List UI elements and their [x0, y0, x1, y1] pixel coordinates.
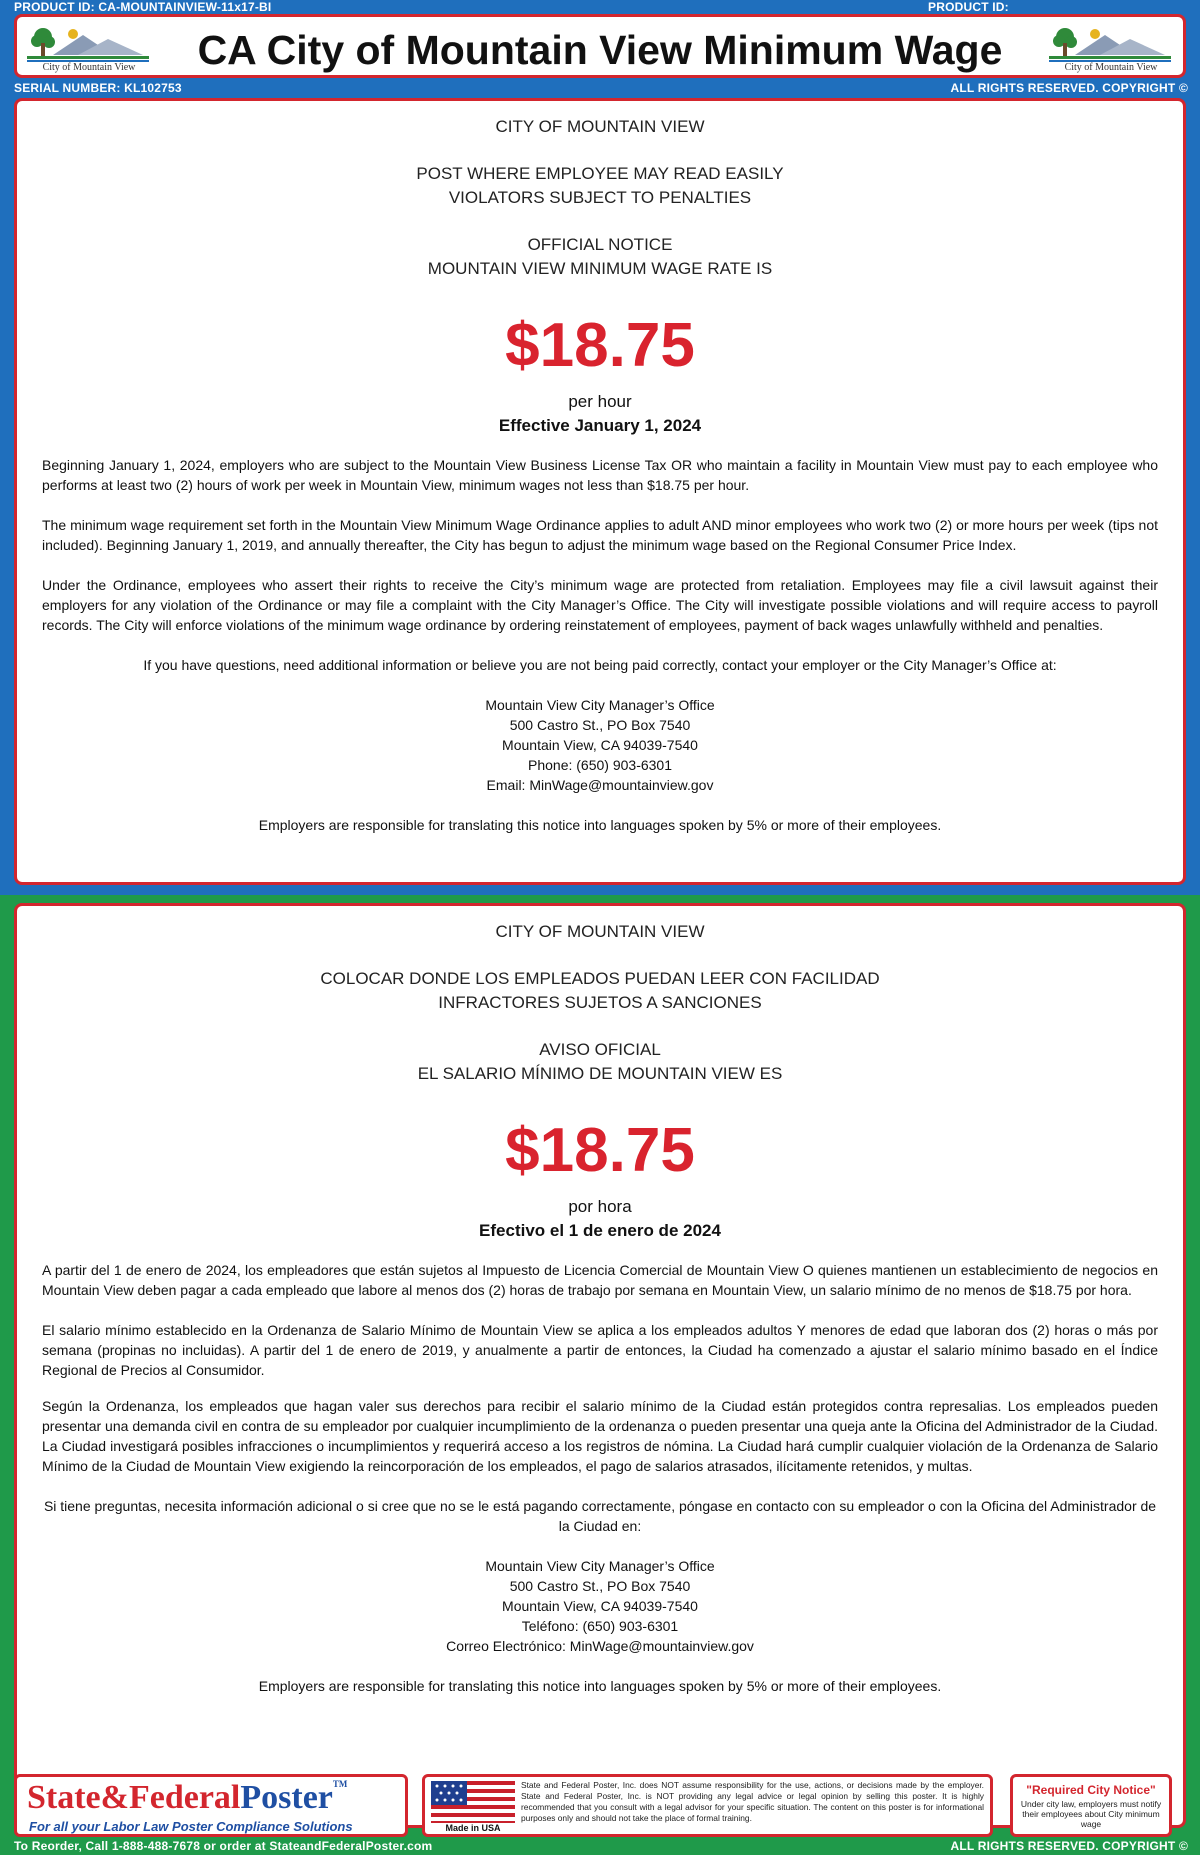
post-line-1: COLOCAR DONDE LOS EMPLEADOS PUEDAN LEER CON FACILIDAD: [320, 969, 880, 988]
city-heading: CITY OF MOUNTAIN VIEW: [495, 922, 705, 941]
wage-rate: $18.75: [505, 311, 695, 380]
disclaimer-box: [422, 1774, 993, 1837]
effective-date: Effective January 1, 2024: [498, 416, 702, 435]
brand-name-part1: State&Federal: [27, 1779, 241, 1816]
page-title: CA City of Mountain View Minimum Wage: [197, 27, 1003, 73]
address-office: Mountain View City Manager’s Office: [485, 1558, 715, 1574]
serial-number: SERIAL NUMBER: KL102753: [14, 81, 182, 95]
paragraph-requirement: El salario mínimo establecido en la Ordenanza de Salario Mínimo de Mountain View se aplica a los empleados adultos Y menores de edad que laboran dos (2) horas o más por semana (propinas no incluidas). A partir del 1 de enero de 2019, y anualmente a partir de entonces, la Ciudad ha comenzado a ajustar el salario mínimo basado en el Índice Regional de Precios al Consumidor.: [42, 1322, 1158, 1378]
made-in-usa-label: Made in USA: [431, 1823, 515, 1833]
title-banner: [14, 14, 1186, 78]
questions-text: If you have questions, need additional information or believe you are not being paid correctly, contact your employer or the City Manager’s Office at:: [143, 657, 1057, 673]
city-heading: CITY OF MOUNTAIN VIEW: [495, 117, 705, 136]
required-notice-box: [1010, 1774, 1172, 1837]
address-city: Mountain View, CA 94039-7540: [502, 1598, 698, 1614]
wage-rate: $18.75: [505, 1116, 695, 1185]
paragraph-enforcement: Under the Ordinance, employees who assert their rights to receive the City’s minimum wage are protected from retaliation. Employees may file a civil lawsuit against their employers for any violation of the Ordinance or may file a complaint with the City Manager’s Office. The City will investigate possible violations and will require access to payroll records. The City will enforce violations of the minimum wage ordinance by ordering reinstatement of employees, payment of back wages unlawfully withheld and penalties.: [42, 577, 1158, 633]
effective-date: Efectivo el 1 de enero de 2024: [479, 1221, 721, 1240]
reorder-info: To Reorder, Call 1-888-488-7678 or order at StateandFederalPoster.com: [14, 1839, 433, 1853]
english-notice-panel: [14, 98, 1186, 885]
paragraph-coverage: Beginning January 1, 2024, employers who are subject to the Mountain View Business License Tax OR who maintain a facility in Mountain View must pay to each employee who performs at least two (2) hours of work per week in Mountain View, minimum wages not less than $18.75 per hour.: [42, 457, 1158, 493]
translation-note: Employers are responsible for translating this notice into languages spoken by 5% or more of their employees.: [258, 817, 942, 833]
paragraph-requirement: The minimum wage requirement set forth in the Mountain View Minimum Wage Ordinance applies to adult AND minor employees who work two (2) or more hours per week (tips not included). Beginning January 1, 2019, and annually thereafter, the City has begun to adjust the minimum wage based on the Regional Consumer Price Index.: [42, 517, 1158, 553]
city-logo-right: [1045, 25, 1177, 73]
spanish-notice-panel: [14, 903, 1186, 1828]
logo-caption-left: City of Mountain View: [42, 62, 136, 73]
brand-name-part2: Poster: [240, 1779, 333, 1816]
rights-reserved-top: ALL RIGHTS RESERVED. COPYRIGHT ©: [950, 81, 1188, 95]
post-line-2: INFRACTORES SUJETOS A SANCIONES: [438, 993, 762, 1012]
brand-tagline: For all your Labor Law Poster Compliance Solutions: [29, 1819, 353, 1834]
translation-note: Employers are responsible for translating this notice into languages spoken by 5% or more of their employees.: [258, 1678, 942, 1694]
disclaimer-text: State and Federal Poster, Inc. does NOT assume responsibility for the use, actions, or decisions made by the employer. State and Federal Poster, Inc. is NOT providing any legal advice or legal opinion by selling this poster. It is highly recommended that you consult with a legal advisor for your specific situation. The content on this poster is for informational purposes only and should not take the place of formal training.: [521, 1780, 984, 1823]
paragraph-enforcement: Según la Ordenanza, los empleados que hagan valer sus derechos para recibir el salario mínimo de la Ciudad están protegidos contra represalias. Los empleados pueden presentar una demanda civil en contra de su empleador por cualquier incumplimiento de la ordenanza o pueden presentar una queja ante la Oficina del Administrador de la Ciudad. La Ciudad investigará posibles infracciones o incumplimientos y requerirá acceso a los registros de nómina. La Ciudad hará cumplir cualquier violación de la Ordenanza de Salario Mínimo de la Ciudad de Mountain View exigiendo la reincorporación de los empleados, el pago de salarios atrasados, ilícitamente retenidos, y multas.: [42, 1398, 1158, 1474]
product-id-left: PRODUCT ID: CA-MOUNTAINVIEW-11x17-BI: [14, 0, 272, 14]
notice-line-2: MOUNTAIN VIEW MINIMUM WAGE RATE IS: [427, 259, 773, 278]
wage-unit: por hora: [568, 1197, 632, 1216]
paragraph-coverage: A partir del 1 de enero de 2024, los empleadores que están sujetos al Impuesto de Licencia Comercial de Mountain View O quienes mantienen un establecimiento de negocios en Mountain View deben pagar a cada empleado que labore al menos dos (2) horas de trabajo por semana en Mountain View, un salario mínimo de no menos de $18.75 por hora.: [42, 1262, 1158, 1298]
address-street: 500 Castro St., PO Box 7540: [509, 1578, 691, 1594]
address-phone: Teléfono: (650) 903-6301: [521, 1618, 679, 1634]
notice-line-1: OFFICIAL NOTICE: [527, 235, 673, 254]
brand-logo: [27, 1779, 347, 1817]
required-notice-text: Under city law, employers must notify their employees about City minimum wage: [1020, 1799, 1162, 1829]
mountain-tree-icon: [1045, 25, 1177, 63]
post-line-2: VIOLATORS SUBJECT TO PENALTIES: [448, 188, 752, 207]
brand-box: [14, 1774, 408, 1837]
address-street: 500 Castro St., PO Box 7540: [509, 717, 691, 733]
post-line-1: POST WHERE EMPLOYEE MAY READ EASILY: [416, 164, 784, 183]
address-email: Email: MinWage@mountainview.gov: [486, 777, 714, 793]
brand-trademark: TM: [332, 1779, 348, 1789]
notice-line-1: AVISO OFICIAL: [539, 1040, 661, 1059]
logo-caption-right: City of Mountain View: [1064, 62, 1158, 73]
wage-unit: per hour: [568, 392, 632, 411]
address-email: Correo Electrónico: MinWage@mountainview.gov: [446, 1638, 754, 1654]
required-notice-title: "Required City Notice": [1026, 1783, 1156, 1797]
product-id-right: PRODUCT ID:: [928, 0, 1009, 14]
address-city: Mountain View, CA 94039-7540: [502, 737, 698, 753]
questions-text: Si tiene preguntas, necesita información adicional o si cree que no se le está pagando correctamente, póngase en contacto con su empleador o con la Oficina del Administrador de la Ciudad en:: [43, 1498, 1157, 1534]
rights-reserved-bottom: ALL RIGHTS RESERVED. COPYRIGHT ©: [950, 1839, 1188, 1853]
address-phone: Phone: (650) 903-6301: [528, 757, 672, 773]
notice-line-2: EL SALARIO MÍNIMO DE MOUNTAIN VIEW ES: [417, 1064, 783, 1083]
address-office: Mountain View City Manager’s Office: [485, 697, 715, 713]
